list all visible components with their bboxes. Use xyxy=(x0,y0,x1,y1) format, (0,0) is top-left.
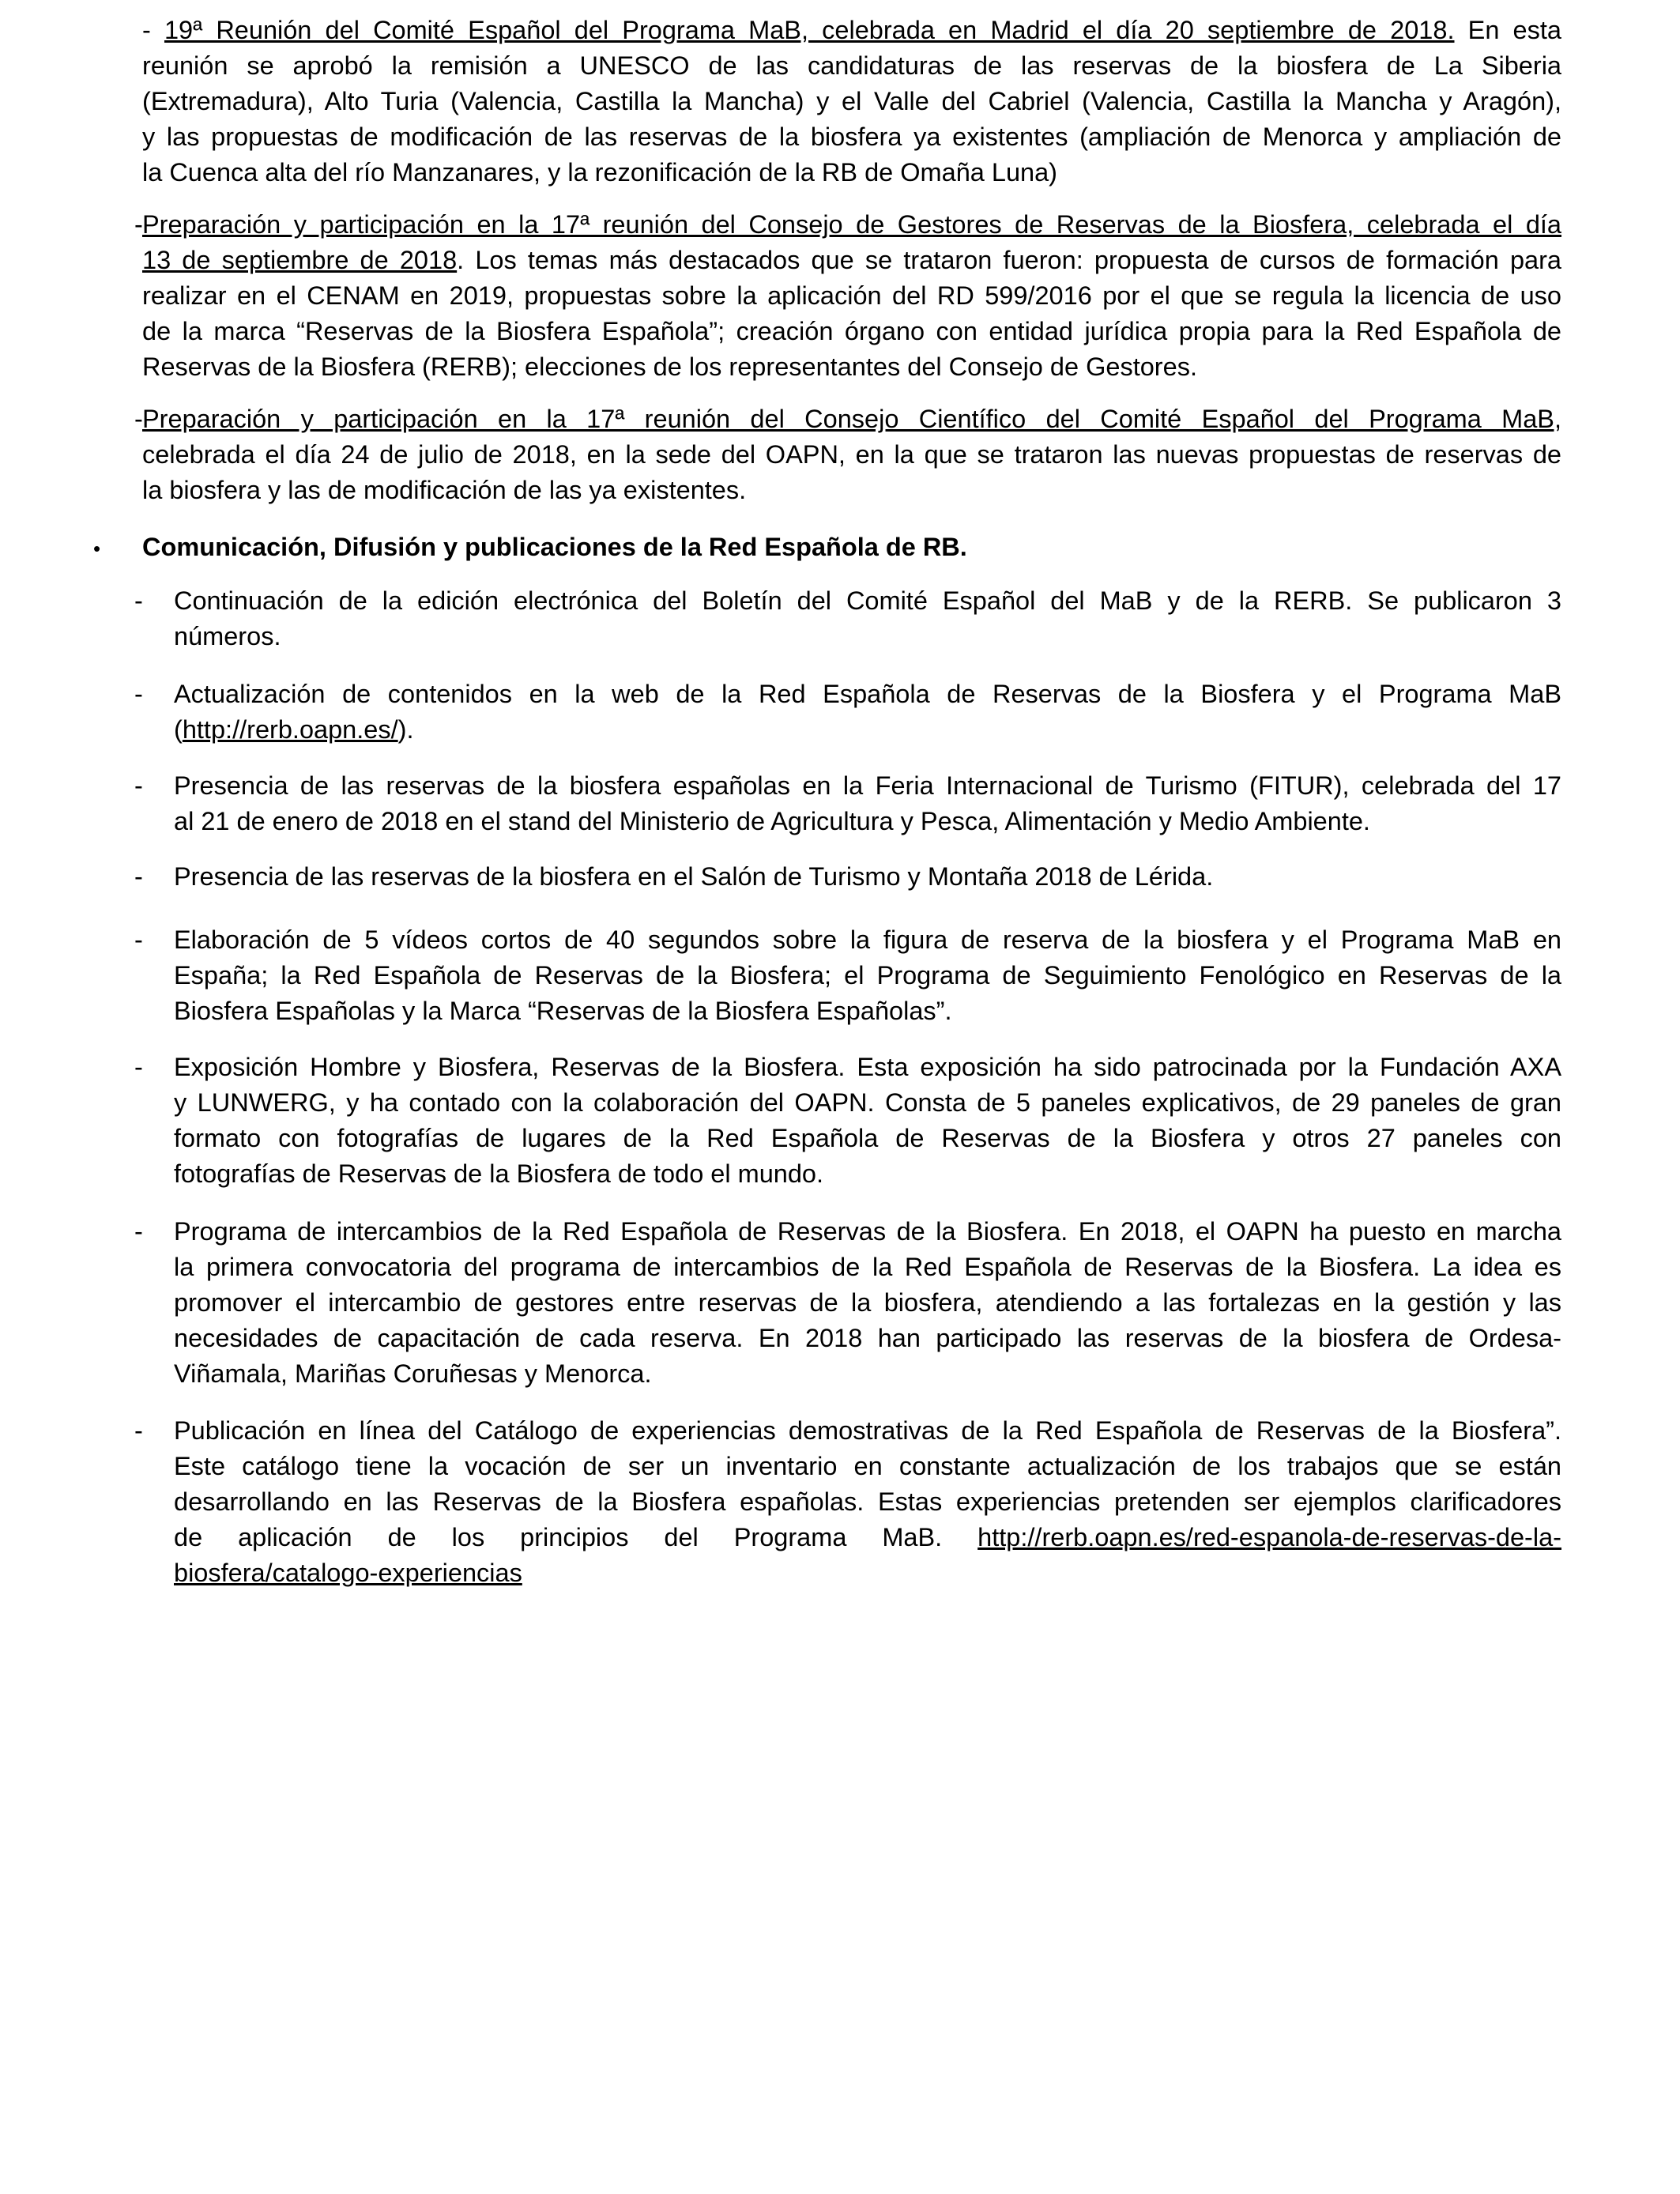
text-run: Programa de intercambios de la Red Española de Reservas de la Biosfera. En 2018, el OAPN ha puesto en marcha xyxy=(174,1217,1561,1246)
text-run: . Los temas más destacados que se trataron fueron: propuesta de cursos de formación para xyxy=(457,246,1561,274)
text-run: Publicación en línea del Catálogo de experiencias demostrativas de la Red Española de Reservas de la Biosfera”. xyxy=(174,1416,1561,1445)
text-line xyxy=(142,207,1561,243)
text-run: promover el intercambio de gestores entre reservas de la biosfera, atendiendo a las fortalezas en la gestión y las xyxy=(174,1288,1561,1317)
text-run: de la marca “Reservas de la Biosfera Española”; creación órgano con entidad jurídica propia para la Red Española de xyxy=(142,317,1561,345)
text-line xyxy=(142,13,1561,48)
underlined-text: Preparación y participación en la 17ª reunión del Consejo Científico del Comité Español del Programa MaB, xyxy=(142,405,1561,433)
text-run: números. xyxy=(174,622,281,650)
text-run: formato con fotografías de lugares de la Red Española de Reservas de la Biosfera y otros 27 paneles con xyxy=(174,1124,1561,1152)
text-line xyxy=(142,473,1561,508)
text-line xyxy=(174,859,1561,895)
hyperlink[interactable]: http://rerb.oapn.es/ xyxy=(182,715,398,744)
text-line xyxy=(142,243,1561,278)
text-run: la primera convocatoria del programa de intercambios de la Red Española de Reservas de la Biosfera. La idea es xyxy=(174,1253,1561,1281)
dash-marker: - xyxy=(134,771,143,800)
list-item-fitur xyxy=(174,768,1561,839)
text-run: Actualización de contenidos en la web de la Red Española de Reservas de la Biosfera y el Programa MaB xyxy=(174,680,1561,708)
text-line xyxy=(174,958,1561,993)
list-item-web xyxy=(174,677,1561,748)
text-line xyxy=(174,768,1561,804)
bullet-icon: • xyxy=(93,537,101,560)
dash-marker: - xyxy=(134,680,143,708)
dash-marker: - xyxy=(134,862,143,891)
paragraph-consejo-gestores xyxy=(142,207,1561,385)
dash-marker: - xyxy=(134,1416,143,1445)
text-run: y LUNWERG, y ha contado con la colaboración del OAPN. Consta de 5 paneles explicativos, de 29 paneles de gran xyxy=(174,1088,1561,1117)
text-run: la biosfera y las de modificación de las ya existentes. xyxy=(142,476,747,504)
text-run: desarrollando en las Reservas de la Biosfera españolas. Estas experiencias pretenden ser ejemplos clarificadores xyxy=(174,1487,1561,1516)
text-line xyxy=(142,48,1561,84)
text-run: realizar en el CENAM en 2019, propuestas sobre la aplicación del RD 599/2016 por el que se regula la licencia de uso xyxy=(142,281,1561,310)
text-run: ). xyxy=(397,715,414,744)
text-line xyxy=(174,1321,1561,1356)
text-run: reunión se aprobó la remisión a UNESCO de las candidaturas de las reservas de la biosfera de La Siberia xyxy=(142,51,1561,80)
underlined-text: 19ª Reunión del Comité Español del Programa MaB, celebrada en Madrid el día 20 septiembre de 2018. xyxy=(164,16,1455,44)
text-run: (Extremadura), Alto Turia (Valencia, Castilla la Mancha) y el Valle del Cabriel (Valencia, Castilla la Mancha y Aragón), xyxy=(142,87,1561,115)
text-run: Elaboración de 5 vídeos cortos de 40 segundos sobre la figura de reserva de la biosfera y el Programa MaB en xyxy=(174,925,1561,954)
dash-marker: - xyxy=(134,925,143,954)
text-run: celebrada el día 24 de julio de 2018, en la sede del OAPN, en la que se trataron las nuevas propuestas de reservas de xyxy=(142,440,1561,469)
text-line xyxy=(174,1156,1561,1192)
text-run: Biosfera Españolas y la Marca “Reservas de la Biosfera Españolas”. xyxy=(174,997,952,1025)
text-run: Presencia de las reservas de la biosfera españolas en la Feria Internacional de Turismo (FITUR), celebrada del 17 xyxy=(174,771,1561,800)
text-run: de aplicación de los principios del Programa MaB. xyxy=(174,1523,978,1551)
paragraph-consejo-cientifico xyxy=(142,401,1561,508)
text-line xyxy=(142,437,1561,473)
list-item-intercambios xyxy=(174,1214,1561,1392)
dash-marker: - xyxy=(134,405,143,433)
paragraph-reunion-comite xyxy=(142,13,1561,190)
text-line xyxy=(174,1413,1561,1449)
text-run: al 21 de enero de 2018 en el stand del Ministerio de Agricultura y Pesca, Alimentación y Medio Ambiente. xyxy=(174,807,1370,835)
text-run: Exposición Hombre y Biosfera, Reservas de la Biosfera. Esta exposición ha sido patrocinada por la Fundación AXA xyxy=(174,1053,1561,1081)
dash-marker: - xyxy=(134,1053,143,1081)
text-run: En esta xyxy=(1454,16,1561,44)
text-run: - xyxy=(142,16,164,44)
text-line xyxy=(174,1520,1561,1555)
text-line xyxy=(174,1250,1561,1285)
text-line xyxy=(174,619,1561,654)
underlined-text: 13 de septiembre de 2018 xyxy=(142,246,458,274)
dash-marker: - xyxy=(134,210,143,239)
text-run: Presencia de las reservas de la biosfera en el Salón de Turismo y Montaña 2018 de Lérida. xyxy=(174,862,1214,891)
underlined-text: Preparación y participación en la 17ª reunión del Consejo de Gestores de Reservas de la Biosfera, celebrada el día xyxy=(142,210,1561,239)
list-item-videos xyxy=(174,922,1561,1029)
dash-marker: - xyxy=(134,586,143,615)
text-line xyxy=(174,677,1561,712)
section-heading: Comunicación, Difusión y publicaciones de la Red Española de RB. xyxy=(142,533,967,561)
text-line xyxy=(174,1449,1561,1484)
text-run: la Cuenca alta del río Manzanares, y la rezonificación de la RB de Omaña Luna) xyxy=(142,158,1058,187)
text-run: Reservas de la Biosfera (RERB); elecciones de los representantes del Consejo de Gestores. xyxy=(142,352,1197,381)
text-line xyxy=(174,804,1561,839)
text-line xyxy=(174,922,1561,958)
text-line xyxy=(174,1356,1561,1392)
text-line xyxy=(174,1085,1561,1121)
text-line xyxy=(174,1484,1561,1520)
hyperlink[interactable]: biosfera/catalogo-experiencias xyxy=(174,1559,522,1587)
text-run: necesidades de capacitación de cada reserva. En 2018 han participado las reservas de la biosfera de Ordesa- xyxy=(174,1324,1561,1352)
text-run: y las propuestas de modificación de las reservas de la biosfera ya existentes (ampliación de Menorca y ampliación de xyxy=(142,123,1561,151)
text-run: ( xyxy=(174,715,183,744)
text-line xyxy=(142,278,1561,314)
text-line xyxy=(142,349,1561,385)
text-line xyxy=(174,1214,1561,1250)
list-item-catalogo xyxy=(174,1413,1561,1591)
text-line xyxy=(174,993,1561,1029)
text-line xyxy=(142,401,1561,437)
text-run: Viñamala, Mariñas Coruñesas y Menorca. xyxy=(174,1359,652,1388)
text-run: fotografías de Reservas de la Biosfera de todo el mundo. xyxy=(174,1159,824,1188)
text-line xyxy=(142,119,1561,155)
text-line xyxy=(174,1050,1561,1085)
text-line xyxy=(174,583,1561,619)
list-item-salon-turismo xyxy=(174,859,1561,895)
text-run: Continuación de la edición electrónica del Boletín del Comité Español del MaB y de la RERB. Se publicaron 3 xyxy=(174,586,1561,615)
text-run: Este catálogo tiene la vocación de ser un inventario en constante actualización de los trabajos que se están xyxy=(174,1452,1561,1480)
dash-marker: - xyxy=(134,1217,143,1246)
text-run: España; la Red Española de Reservas de la Biosfera; el Programa de Seguimiento Fenológico en Reservas de la xyxy=(174,961,1561,990)
text-line xyxy=(174,712,1561,748)
list-item-exposicion xyxy=(174,1050,1561,1192)
text-line xyxy=(174,1285,1561,1321)
hyperlink[interactable]: http://rerb.oapn.es/red-espanola-de-reservas-de-la- xyxy=(977,1523,1561,1551)
list-item-boletin xyxy=(174,583,1561,654)
text-line xyxy=(142,84,1561,119)
text-line xyxy=(142,314,1561,349)
text-line xyxy=(142,155,1561,190)
text-line xyxy=(174,1555,1561,1591)
text-line xyxy=(174,1121,1561,1156)
